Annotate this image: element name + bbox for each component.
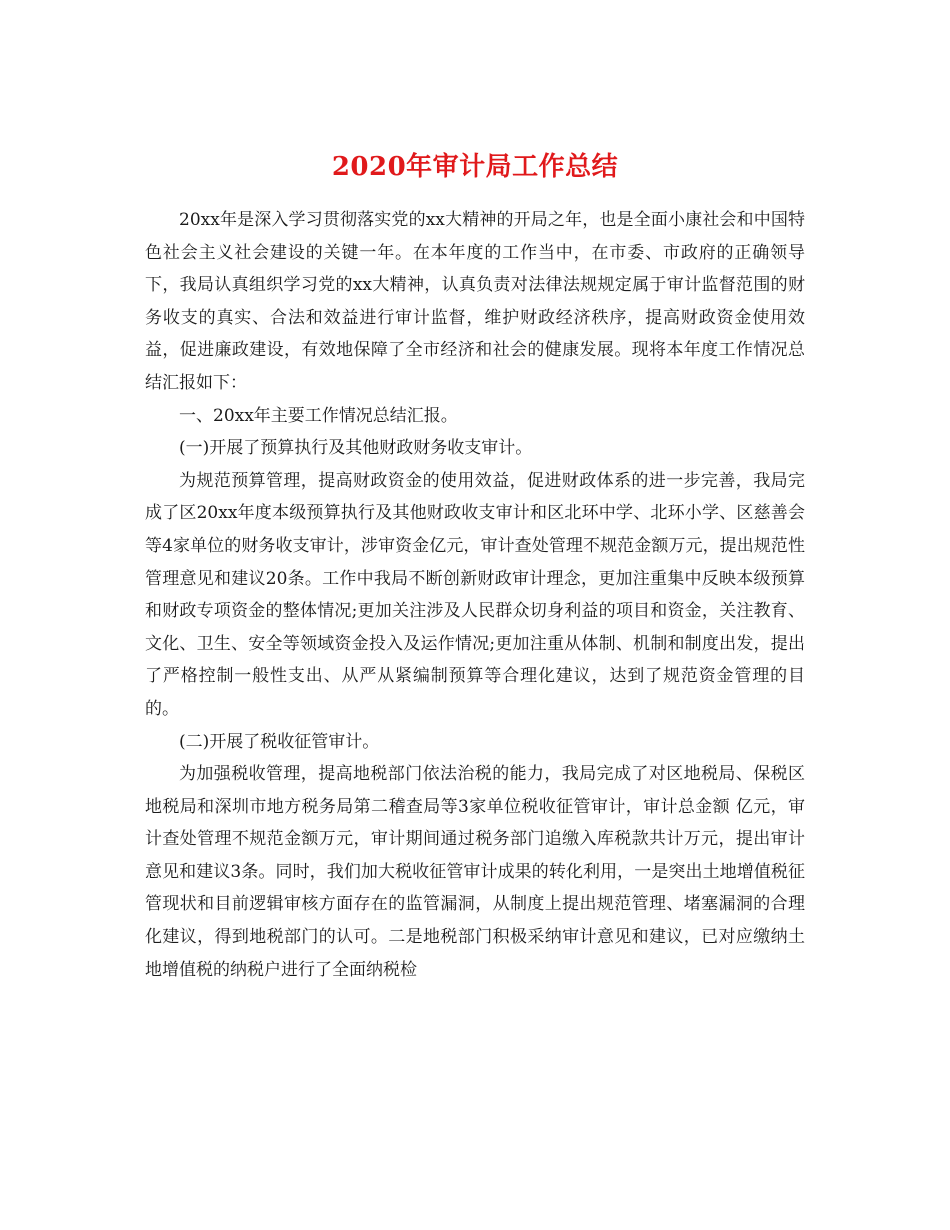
- paragraph-tax-audit: 为加强税收管理，提高地税部门依法治税的能力，我局完成了对区地税局、保税区地税局和深圳市地方税务局第二稽查局等3家单位税收征管审计，审计总金额 亿元，审计查处管理不规范金额万元，审计期间通过税务部门追缴入库税款共计万元，提出审计意见和建议3条。同时，我们加大税收征管审计成果的转化利用，一是突出土地增值税征管现状和目前逻辑审核方面存在的监管漏洞，从制度上提出规范管理、堵塞漏洞的合理化建议，得到地税部门的认可。二是地税部门积极采纳审计意见和建议，已对应缴纳土地增值税的纳税户进行了全面纳税检: [145, 764, 805, 980]
- paragraph-intro: 20xx年是深入学习贯彻落实党的xx大精神的开局之年，也是全面小康社会和中国特色社会主义社会建设的关键一年。在本年度的工作当中，在市委、市政府的正确领导下，我局认真组织学习党的xx大精神，认真负责对法律法规规定属于审计监督范围的财务收支的真实、合法和效益进行审计监督，维护财政经济秩序，提高财政资金使用效益，促进廉政建设，有效地保障了全市经济和社会的健康发展。现将本年度工作情况总结汇报如下：: [145, 210, 805, 393]
- paragraph-budget-audit: 为规范预算管理，提高财政资金的使用效益，促进财政体系的进一步完善，我局完成了区20xx年度本级预算执行及其他财政收支审计和区北环中学、北环小学、区慈善会等4家单位的财务收支审计，涉审资金亿元，审计查处管理不规范金额万元，提出规范性管理意见和建议20条。工作中我局不断创新财政审计理念，更加注重集中反映本级预算和财政专项资金的整体情况;更加关注涉及人民群众切身利益的项目和资金，关注教育、文化、卫生、安全等领域资金投入及运作情况;更加注重从体制、机制和制度出发，提出了严格控制一般性支出、从严从紧编制预算等合理化建议，达到了规范资金管理的目的。: [145, 470, 805, 719]
- heading-subsection-2: (二)开展了税收征管审计。: [179, 731, 380, 752]
- document-title: 2020年审计局工作总结: [331, 152, 619, 183]
- document-body: [145, 204, 805, 986]
- heading-subsection-1: (一)开展了预算执行及其他财政财务收支审计。: [179, 438, 533, 459]
- heading-section-1: 一、20xx年主要工作情况总结汇报。: [179, 405, 458, 426]
